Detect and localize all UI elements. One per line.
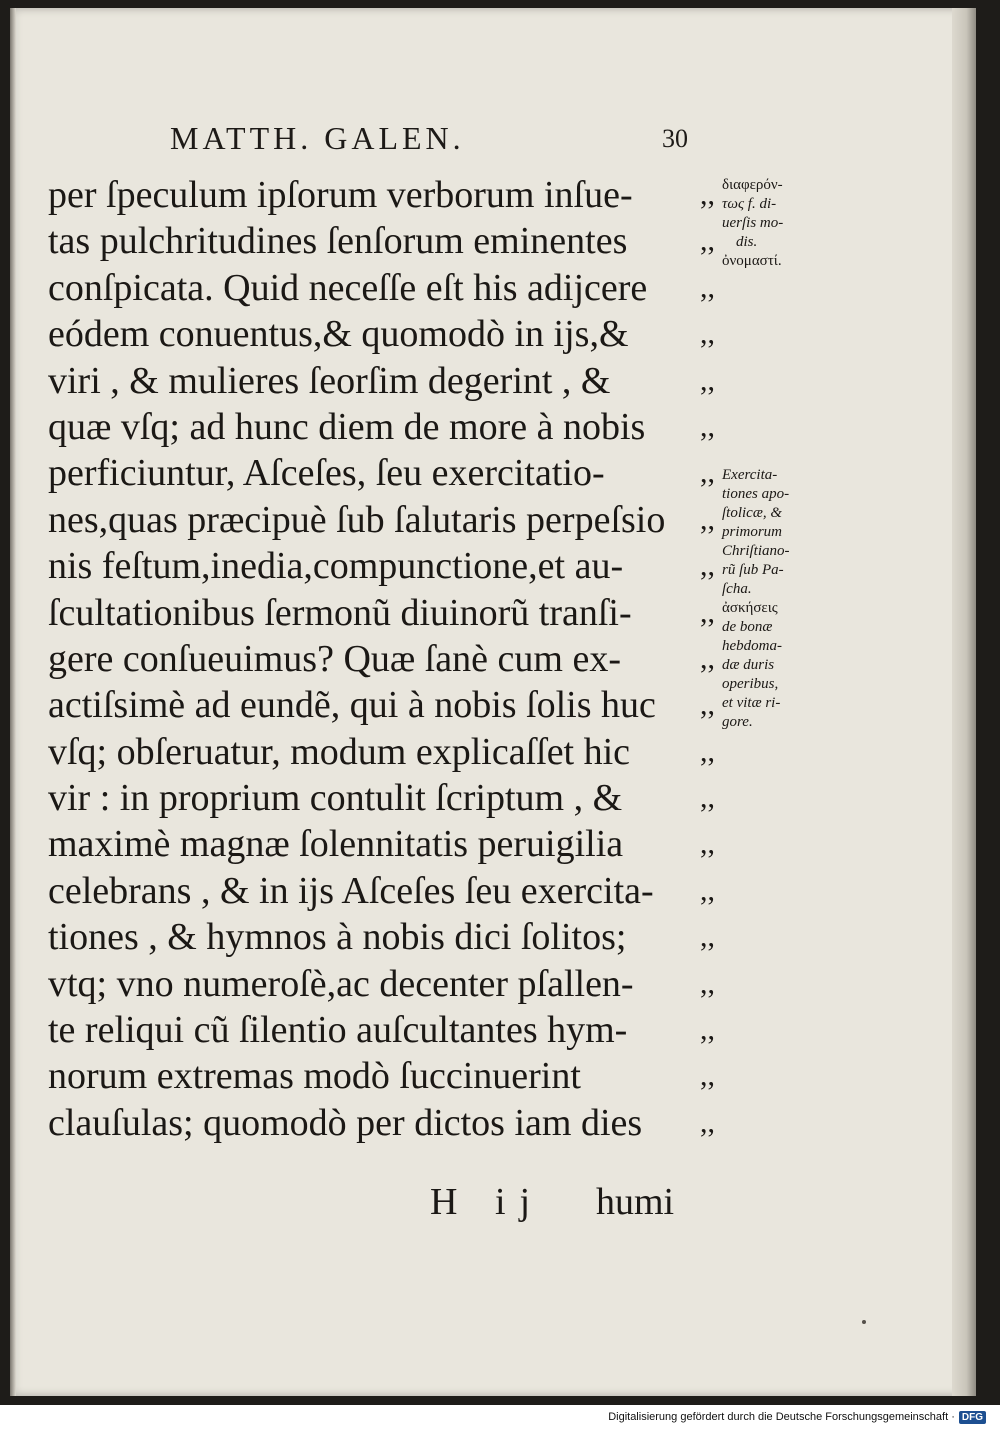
margin-note-line: Chriſtiano- [722,543,790,559]
line-text: tiones , & hymnos à nobis dici ſolitos; [48,916,627,959]
line-text: te reliqui cũ ſilentio auſcultantes hym- [48,1009,628,1052]
margin-note-line: operibus, [722,676,779,692]
quotation-mark: ,, [700,224,715,258]
margin-note-line: ſtolicæ, & [722,505,782,521]
quotation-mark: ,, [700,827,715,861]
line-text: nes,quas præcipuè ſub ſalutaris perpeſsio [48,498,666,541]
line-text: ſcultationibus ſermonũ diuinorũ tranſi- [48,591,632,634]
line-text: perficiuntur, Aſceſes, ſeu exercitatio- [48,452,605,495]
quotation-mark: ,, [700,688,715,722]
catchword: humi [596,1181,675,1223]
quotation-mark: ,, [700,178,715,211]
line-text: clauſulas; quomodò per dictos iam dies [48,1101,643,1144]
margin-note-line: ὀνομαστί. [722,253,782,269]
margin-note-line: dæ duris [722,657,775,673]
line-text: quæ vſq; ad hunc diem de more à nobis [48,405,646,448]
text-line [48,1100,728,1146]
margin-note-line: hebdoma- [722,638,782,654]
margin-note-line: et vitæ ri- [722,695,781,711]
text-line [48,729,728,775]
quotation-mark: ,, [700,1105,715,1139]
main-text-block [48,172,728,1146]
quotation-mark: ,, [700,549,715,583]
running-title: MATTH. GALEN. [170,120,465,156]
text-line [48,358,728,404]
signature-mark: H ij [430,1181,545,1223]
margin-note-line: tiones apo- [722,486,790,502]
quotation-mark: ,, [700,317,715,351]
text-line [48,218,728,264]
quotation-mark: ,, [700,409,715,443]
quotation-mark: ,, [700,363,715,397]
margin-note-line: dis. [736,234,758,250]
line-text: actiſsimè ad eundẽ, qui à nobis ſolis huc [48,684,656,727]
text-line [48,1007,728,1053]
line-text: gere conſueuimus? Quæ ſanè cum ex- [48,637,621,680]
margin-note-line: ἀσκήσεις [722,600,778,616]
text-line [48,450,728,496]
book-page [10,8,976,1396]
line-text: nis feſtum,inedia,compunctione,et au- [48,545,624,588]
digitization-credit: Digitalisierung gefördert durch die Deutsche Forschungsgemeinschaft [608,1411,949,1423]
text-line [48,172,728,218]
footer-separator: · [948,1411,955,1423]
quotation-mark: ,, [700,734,715,768]
quotation-mark: ,, [700,966,715,1000]
quotation-mark: ,, [700,1013,715,1047]
line-text: conſpicata. Quid neceſſe eſt his adijcere [48,266,648,309]
quotation-mark: ,, [700,873,715,907]
footer-bar [0,1405,1000,1429]
text-line [48,775,728,821]
margin-note-line: Exercita- [722,467,778,483]
paper-speck [862,1320,866,1324]
margin-note-line: ſcha. [722,581,752,597]
page-gutter-edge [10,8,16,1396]
text-line [48,1053,728,1099]
margin-note-line: gore. [722,714,753,730]
text-line [48,821,728,867]
line-text: eódem conuentus,& quomodò in ijs,& [48,313,629,356]
page-number: 30 [662,124,688,153]
text-line [48,914,728,960]
line-text: celebrans , & in ijs Aſceſes ſeu exercita- [48,869,654,912]
quotation-mark: ,, [700,920,715,954]
line-text: per ſpeculum ipſorum verborum inſue- [48,174,633,216]
quotation-mark: ,, [700,781,715,815]
line-text: vtq; vno numeroſè,ac decenter pſallen- [48,962,634,1005]
dfg-logo: DFG [959,1411,986,1424]
text-line [48,543,728,589]
text-line [48,868,728,914]
quotation-mark: ,, [700,595,715,629]
text-line [48,404,728,450]
text-line [48,497,728,543]
line-text: vſq; obſeruatur, modum explicaſſet hic [48,730,631,773]
line-text: tas pulchritudines ſenſorum eminentes [48,220,628,263]
quotation-mark: ,, [700,1059,715,1093]
line-text: maximè magnæ ſolennitatis peruigilia [48,823,624,866]
text-line [48,590,728,636]
margin-note-line: rũ ſub Pa- [722,562,784,578]
margin-note-greek-gloss [722,176,783,271]
margin-note-line: primorum [722,524,783,540]
text-line [48,682,728,728]
line-text: viri , & mulieres ſeorſim degerint , & [48,359,611,402]
line-text: vir : in proprium contulit ſcriptum , & [48,777,623,820]
margin-note-line: διαφερόν- [722,177,783,193]
quotation-mark: ,, [700,456,715,490]
quotation-mark: ,, [700,270,715,304]
margin-note-line: τως f. di- [722,196,777,212]
text-line [48,636,728,682]
text-line [48,311,728,357]
text-line [48,265,728,311]
margin-note-line: uerſis mo- [722,215,784,231]
line-text: norum extremas modò ſuccinuerint [48,1055,581,1098]
quotation-mark: ,, [700,502,715,536]
quotation-mark: ,, [700,641,715,675]
text-line [48,961,728,1007]
page-fore-edge [952,8,976,1396]
margin-note-line: de bonæ [722,619,773,635]
margin-note-exercitationes [722,466,790,732]
